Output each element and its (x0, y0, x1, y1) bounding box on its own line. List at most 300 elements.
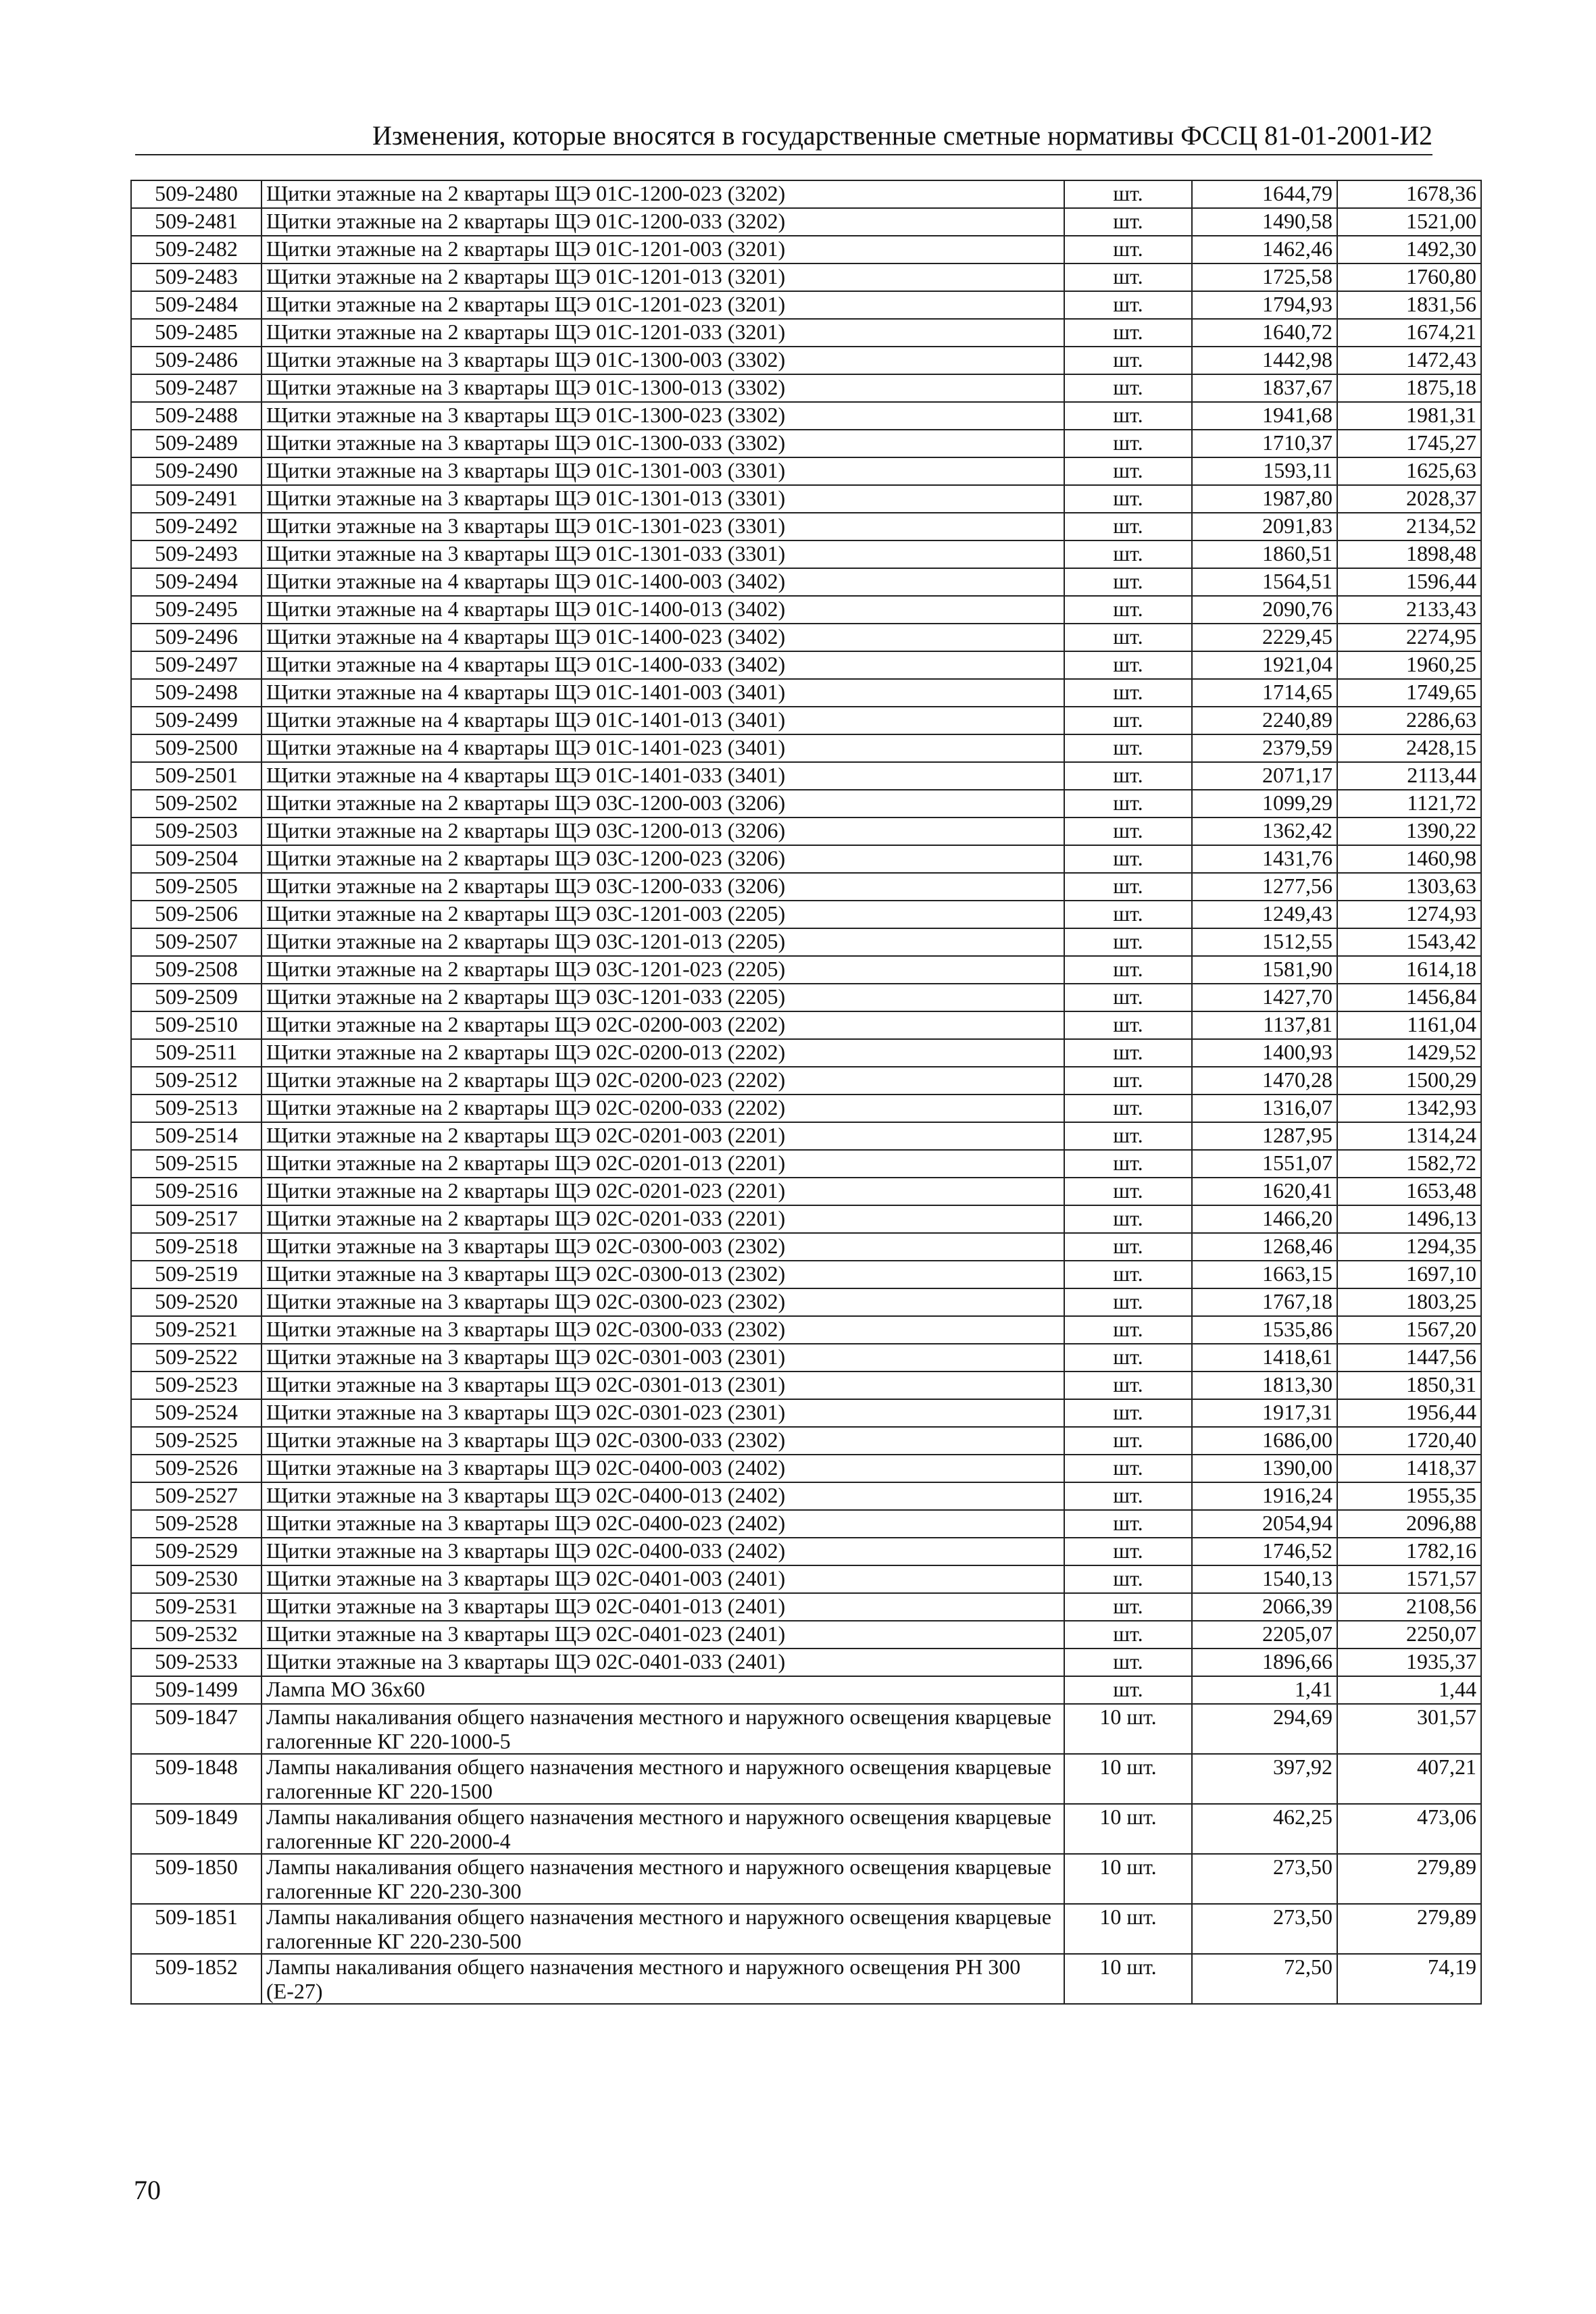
price-cell: 2113,44 (1337, 762, 1481, 790)
table-row (131, 1482, 1481, 1510)
item-name-cell: Щитки этажные на 2 квартары ЩЭ 01С-1200-023 (3202) (261, 180, 1064, 208)
item-code-cell: 509-2533 (131, 1649, 261, 1676)
price-cell: 1593,11 (1192, 457, 1337, 485)
item-name-cell: Щитки этажные на 2 квартары ЩЭ 01С-1201-003 (3201) (261, 236, 1064, 263)
price-cell: 1567,20 (1337, 1316, 1481, 1344)
item-name-cell: Щитки этажные на 4 квартары ЩЭ 01С-1401-013 (3401) (261, 707, 1064, 734)
item-name-cell: Щитки этажные на 4 квартары ЩЭ 01С-1400-033 (3402) (261, 651, 1064, 679)
price-cell: 1850,31 (1337, 1372, 1481, 1399)
unit-cell: шт. (1064, 1150, 1192, 1178)
unit-cell: шт. (1064, 485, 1192, 513)
item-code-cell: 509-2491 (131, 485, 261, 513)
item-name-cell: Щитки этажные на 3 квартары ЩЭ 02С-0300-023 (2302) (261, 1288, 1064, 1316)
item-name-cell: Щитки этажные на 2 квартары ЩЭ 02С-0201-003 (2201) (261, 1122, 1064, 1150)
item-code-cell: 509-2526 (131, 1455, 261, 1482)
item-name-cell: Щитки этажные на 2 квартары ЩЭ 01С-1201-013 (3201) (261, 263, 1064, 291)
price-cell: 74,19 (1337, 1954, 1481, 2004)
table-row (131, 1904, 1481, 1954)
price-cell: 1831,56 (1337, 291, 1481, 319)
item-name-cell: Щитки этажные на 2 квартары ЩЭ 02С-0201-023 (2201) (261, 1178, 1064, 1205)
item-code-cell: 509-2503 (131, 818, 261, 845)
table-row (131, 984, 1481, 1011)
item-code-cell: 509-2489 (131, 430, 261, 457)
unit-cell: шт. (1064, 707, 1192, 734)
item-code-cell: 509-2527 (131, 1482, 261, 1510)
table-row (131, 1804, 1481, 1854)
table-row (131, 956, 1481, 984)
unit-cell: шт. (1064, 1316, 1192, 1344)
item-code-cell: 509-2488 (131, 402, 261, 430)
price-cell: 1614,18 (1337, 956, 1481, 984)
item-name-cell: Лампы накаливания общего назначения местного и наружного освещения кварцевые галогенные КГ 220-1500 (261, 1754, 1064, 1804)
table-row (131, 374, 1481, 402)
unit-cell: шт. (1064, 1011, 1192, 1039)
price-cell: 1714,65 (1192, 679, 1337, 707)
price-cell: 2091,83 (1192, 513, 1337, 540)
table-row (131, 180, 1481, 208)
item-name-cell: Щитки этажные на 2 квартары ЩЭ 01С-1201-023 (3201) (261, 291, 1064, 319)
item-code-cell: 509-2508 (131, 956, 261, 984)
item-code-cell: 509-1849 (131, 1804, 261, 1854)
item-name-cell: Лампы накаливания общего назначения местного и наружного освещения кварцевые галогенные КГ 220-1000-5 (261, 1704, 1064, 1754)
price-cell: 72,50 (1192, 1954, 1337, 2004)
table-row (131, 596, 1481, 624)
table-row (131, 1954, 1481, 2004)
price-cell: 2379,59 (1192, 734, 1337, 762)
item-name-cell: Щитки этажные на 3 квартары ЩЭ 02С-0300-033 (2302) (261, 1316, 1064, 1344)
item-code-cell: 509-1851 (131, 1904, 261, 1954)
table-row (131, 818, 1481, 845)
price-cell: 1460,98 (1337, 845, 1481, 873)
price-cell: 1620,41 (1192, 1178, 1337, 1205)
table-row (131, 1095, 1481, 1122)
price-cell: 1294,35 (1337, 1233, 1481, 1261)
table-row (131, 1288, 1481, 1316)
price-cell: 1268,46 (1192, 1233, 1337, 1261)
item-name-cell: Щитки этажные на 3 квартары ЩЭ 02С-0300-013 (2302) (261, 1261, 1064, 1288)
price-cell: 1837,67 (1192, 374, 1337, 402)
price-cell: 2096,88 (1337, 1510, 1481, 1538)
price-cell: 1720,40 (1337, 1427, 1481, 1455)
item-name-cell: Щитки этажные на 2 квартары ЩЭ 03С-1201-023 (2205) (261, 956, 1064, 984)
price-cell: 1303,63 (1337, 873, 1481, 901)
item-name-cell: Щитки этажные на 2 квартары ЩЭ 01С-1200-033 (3202) (261, 208, 1064, 236)
unit-cell: шт. (1064, 291, 1192, 319)
price-cell: 1521,00 (1337, 208, 1481, 236)
table-row (131, 1067, 1481, 1095)
price-cell: 1400,93 (1192, 1039, 1337, 1067)
unit-cell: шт. (1064, 873, 1192, 901)
price-cell: 1316,07 (1192, 1095, 1337, 1122)
price-cell: 2090,76 (1192, 596, 1337, 624)
price-cell: 1640,72 (1192, 319, 1337, 347)
price-cell: 1571,57 (1337, 1565, 1481, 1593)
unit-cell: 10 шт. (1064, 1704, 1192, 1754)
price-cell: 1663,15 (1192, 1261, 1337, 1288)
item-code-cell: 509-2513 (131, 1095, 261, 1122)
unit-cell: шт. (1064, 402, 1192, 430)
table-row (131, 1854, 1481, 1904)
table-row (131, 651, 1481, 679)
unit-cell: шт. (1064, 1178, 1192, 1205)
unit-cell: шт. (1064, 1593, 1192, 1621)
item-code-cell: 509-2530 (131, 1565, 261, 1593)
item-code-cell: 509-2492 (131, 513, 261, 540)
price-cell: 1512,55 (1192, 928, 1337, 956)
item-code-cell: 509-2518 (131, 1233, 261, 1261)
unit-cell: шт. (1064, 1455, 1192, 1482)
price-cell: 1099,29 (1192, 790, 1337, 818)
price-cell: 2250,07 (1337, 1621, 1481, 1649)
price-cell: 2240,89 (1192, 707, 1337, 734)
price-cell: 1767,18 (1192, 1288, 1337, 1316)
price-cell: 2108,56 (1337, 1593, 1481, 1621)
item-name-cell: Щитки этажные на 3 квартары ЩЭ 01С-1301-023 (3301) (261, 513, 1064, 540)
price-cell: 462,25 (1192, 1804, 1337, 1854)
item-code-cell: 509-2519 (131, 1261, 261, 1288)
unit-cell: шт. (1064, 1372, 1192, 1399)
item-name-cell: Щитки этажные на 3 квартары ЩЭ 02С-0301-023 (2301) (261, 1399, 1064, 1427)
table-row (131, 568, 1481, 596)
unit-cell: шт. (1064, 319, 1192, 347)
item-name-cell: Щитки этажные на 3 квартары ЩЭ 02С-0401-023 (2401) (261, 1621, 1064, 1649)
unit-cell: шт. (1064, 901, 1192, 928)
price-cell: 1745,27 (1337, 430, 1481, 457)
unit-cell: 10 шт. (1064, 1854, 1192, 1904)
item-name-cell: Щитки этажные на 3 квартары ЩЭ 01С-1301-003 (3301) (261, 457, 1064, 485)
item-name-cell: Щитки этажные на 4 квартары ЩЭ 01С-1401-003 (3401) (261, 679, 1064, 707)
item-code-cell: 509-2483 (131, 263, 261, 291)
price-cell: 2428,15 (1337, 734, 1481, 762)
table-row (131, 540, 1481, 568)
item-name-cell: Щитки этажные на 2 квартары ЩЭ 03С-1200-003 (3206) (261, 790, 1064, 818)
price-cell: 2066,39 (1192, 1593, 1337, 1621)
item-name-cell: Щитки этажные на 3 квартары ЩЭ 02С-0300-033 (2302) (261, 1427, 1064, 1455)
price-cell: 1875,18 (1337, 374, 1481, 402)
item-name-cell: Щитки этажные на 2 квартары ЩЭ 03С-1200-023 (3206) (261, 845, 1064, 873)
item-name-cell: Щитки этажные на 4 квартары ЩЭ 01С-1400-023 (3402) (261, 624, 1064, 651)
price-cell: 2134,52 (1337, 513, 1481, 540)
item-name-cell: Щитки этажные на 2 квартары ЩЭ 02С-0200-023 (2202) (261, 1067, 1064, 1095)
item-code-cell: 509-2531 (131, 1593, 261, 1621)
item-code-cell: 509-2490 (131, 457, 261, 485)
table-row (131, 1754, 1481, 1804)
price-cell: 1442,98 (1192, 347, 1337, 374)
price-cell: 1564,51 (1192, 568, 1337, 596)
table-row (131, 319, 1481, 347)
item-name-cell: Щитки этажные на 3 квартары ЩЭ 02С-0401-033 (2401) (261, 1649, 1064, 1676)
price-cell: 1596,44 (1337, 568, 1481, 596)
price-table-body (131, 180, 1481, 2004)
item-code-cell: 509-2480 (131, 180, 261, 208)
price-cell: 1429,52 (1337, 1039, 1481, 1067)
price-cell: 2071,17 (1192, 762, 1337, 790)
price-cell: 2205,07 (1192, 1621, 1337, 1649)
item-name-cell: Щитки этажные на 3 квартары ЩЭ 02С-0400-013 (2402) (261, 1482, 1064, 1510)
price-cell: 1551,07 (1192, 1150, 1337, 1178)
price-cell: 1916,24 (1192, 1482, 1337, 1510)
unit-cell: шт. (1064, 208, 1192, 236)
unit-cell: шт. (1064, 1039, 1192, 1067)
table-row (131, 790, 1481, 818)
table-row (131, 263, 1481, 291)
price-cell: 1581,90 (1192, 956, 1337, 984)
unit-cell: шт. (1064, 1067, 1192, 1095)
unit-cell: 10 шт. (1064, 1954, 1192, 2004)
price-cell: 1431,76 (1192, 845, 1337, 873)
table-row (131, 1122, 1481, 1150)
item-code-cell: 509-2497 (131, 651, 261, 679)
table-row (131, 624, 1481, 651)
unit-cell: шт. (1064, 1399, 1192, 1427)
table-row (131, 1316, 1481, 1344)
item-name-cell: Лампы накаливания общего назначения местного и наружного освещения РН 300 (Е-27) (261, 1954, 1064, 2004)
table-row (131, 1205, 1481, 1233)
item-name-cell: Щитки этажные на 2 квартары ЩЭ 02С-0200-033 (2202) (261, 1095, 1064, 1122)
unit-cell: шт. (1064, 1233, 1192, 1261)
unit-cell: шт. (1064, 1095, 1192, 1122)
price-cell: 1362,42 (1192, 818, 1337, 845)
item-code-cell: 509-2485 (131, 319, 261, 347)
table-row (131, 1399, 1481, 1427)
item-name-cell: Лампа МО 36х60 (261, 1676, 1064, 1704)
item-name-cell: Щитки этажные на 3 квартары ЩЭ 02С-0400-023 (2402) (261, 1510, 1064, 1538)
price-cell: 1500,29 (1337, 1067, 1481, 1095)
table-row (131, 402, 1481, 430)
item-name-cell: Щитки этажные на 3 квартары ЩЭ 02С-0401-013 (2401) (261, 1593, 1064, 1621)
item-code-cell: 509-2481 (131, 208, 261, 236)
table-row (131, 1565, 1481, 1593)
table-row (131, 734, 1481, 762)
price-cell: 1470,28 (1192, 1067, 1337, 1095)
price-cell: 1896,66 (1192, 1649, 1337, 1676)
unit-cell: шт. (1064, 1427, 1192, 1455)
item-name-cell: Щитки этажные на 2 квартары ЩЭ 01С-1201-033 (3201) (261, 319, 1064, 347)
unit-cell: шт. (1064, 928, 1192, 956)
table-row (131, 873, 1481, 901)
price-cell: 1625,63 (1337, 457, 1481, 485)
table-row (131, 1011, 1481, 1039)
unit-cell: шт. (1064, 513, 1192, 540)
item-name-cell: Щитки этажные на 3 квартары ЩЭ 01С-1300-013 (3302) (261, 374, 1064, 402)
item-name-cell: Лампы накаливания общего назначения местного и наружного освещения кварцевые галогенные КГ 220-2000-4 (261, 1804, 1064, 1854)
item-code-cell: 509-2486 (131, 347, 261, 374)
item-code-cell: 509-2496 (131, 624, 261, 651)
item-name-cell: Щитки этажные на 3 квартары ЩЭ 02С-0301-003 (2301) (261, 1344, 1064, 1372)
price-table (130, 180, 1482, 2005)
item-code-cell: 509-2528 (131, 1510, 261, 1538)
price-cell: 1813,30 (1192, 1372, 1337, 1399)
price-cell: 1490,58 (1192, 208, 1337, 236)
item-code-cell: 509-2524 (131, 1399, 261, 1427)
unit-cell: шт. (1064, 430, 1192, 457)
table-row (131, 1261, 1481, 1288)
item-code-cell: 509-2522 (131, 1344, 261, 1372)
price-cell: 473,06 (1337, 1804, 1481, 1854)
price-cell: 1287,95 (1192, 1122, 1337, 1150)
price-cell: 1418,61 (1192, 1344, 1337, 1372)
price-cell: 1960,25 (1337, 651, 1481, 679)
item-name-cell: Лампы накаливания общего назначения местного и наружного освещения кварцевые галогенные КГ 220-230-500 (261, 1904, 1064, 1954)
item-code-cell: 509-2529 (131, 1538, 261, 1565)
table-row (131, 1039, 1481, 1067)
table-row (131, 1233, 1481, 1261)
unit-cell: шт. (1064, 347, 1192, 374)
item-name-cell: Щитки этажные на 2 квартары ЩЭ 02С-0201-033 (2201) (261, 1205, 1064, 1233)
item-code-cell: 509-2516 (131, 1178, 261, 1205)
item-name-cell: Щитки этажные на 2 квартары ЩЭ 03С-1200-013 (3206) (261, 818, 1064, 845)
unit-cell: шт. (1064, 790, 1192, 818)
item-name-cell: Лампы накаливания общего назначения местного и наружного освещения кварцевые галогенные КГ 220-230-300 (261, 1854, 1064, 1904)
price-cell: 273,50 (1192, 1904, 1337, 1954)
price-cell: 1760,80 (1337, 263, 1481, 291)
item-code-cell: 509-1848 (131, 1754, 261, 1804)
table-row (131, 1649, 1481, 1676)
item-name-cell: Щитки этажные на 3 квартары ЩЭ 01С-1301-033 (3301) (261, 540, 1064, 568)
price-cell: 1535,86 (1192, 1316, 1337, 1344)
price-cell: 2133,43 (1337, 596, 1481, 624)
item-code-cell: 509-2482 (131, 236, 261, 263)
page-header-title: Изменения, которые вносятся в государственные сметные нормативы ФССЦ 81-01-2001-И2 (372, 120, 1432, 151)
table-row (131, 457, 1481, 485)
price-cell: 279,89 (1337, 1854, 1481, 1904)
table-row (131, 513, 1481, 540)
item-name-cell: Щитки этажные на 3 квартары ЩЭ 01С-1300-033 (3302) (261, 430, 1064, 457)
item-code-cell: 509-2525 (131, 1427, 261, 1455)
price-cell: 1540,13 (1192, 1565, 1337, 1593)
price-cell: 1803,25 (1337, 1288, 1481, 1316)
table-row (131, 1538, 1481, 1565)
item-name-cell: Щитки этажные на 3 квартары ЩЭ 02С-0300-003 (2302) (261, 1233, 1064, 1261)
price-cell: 1653,48 (1337, 1178, 1481, 1205)
unit-cell: шт. (1064, 374, 1192, 402)
unit-cell: шт. (1064, 180, 1192, 208)
price-cell: 1749,65 (1337, 679, 1481, 707)
item-code-cell: 509-2520 (131, 1288, 261, 1316)
price-cell: 1746,52 (1192, 1538, 1337, 1565)
price-cell: 1935,37 (1337, 1649, 1481, 1676)
price-cell: 1921,04 (1192, 651, 1337, 679)
item-code-cell: 509-2532 (131, 1621, 261, 1649)
unit-cell: 10 шт. (1064, 1904, 1192, 1954)
price-cell: 1898,48 (1337, 540, 1481, 568)
table-row (131, 1676, 1481, 1704)
unit-cell: шт. (1064, 1510, 1192, 1538)
table-row (131, 485, 1481, 513)
price-cell: 1710,37 (1192, 430, 1337, 457)
item-code-cell: 509-2495 (131, 596, 261, 624)
price-cell: 1342,93 (1337, 1095, 1481, 1122)
price-cell: 2286,63 (1337, 707, 1481, 734)
price-cell: 407,21 (1337, 1754, 1481, 1804)
item-code-cell: 509-1850 (131, 1854, 261, 1904)
table-row (131, 1621, 1481, 1649)
item-code-cell: 509-2511 (131, 1039, 261, 1067)
table-row (131, 1344, 1481, 1372)
item-code-cell: 509-1852 (131, 1954, 261, 2004)
item-code-cell: 509-2510 (131, 1011, 261, 1039)
table-row (131, 1178, 1481, 1205)
price-cell: 1956,44 (1337, 1399, 1481, 1427)
table-row (131, 1150, 1481, 1178)
table-row (131, 208, 1481, 236)
table-row (131, 347, 1481, 374)
unit-cell: шт. (1064, 818, 1192, 845)
item-name-cell: Щитки этажные на 2 квартары ЩЭ 02С-0200-003 (2202) (261, 1011, 1064, 1039)
unit-cell: шт. (1064, 1344, 1192, 1372)
price-cell: 1390,00 (1192, 1455, 1337, 1482)
price-cell: 1981,31 (1337, 402, 1481, 430)
item-code-cell: 509-2512 (131, 1067, 261, 1095)
price-cell: 1161,04 (1337, 1011, 1481, 1039)
item-code-cell: 509-2505 (131, 873, 261, 901)
price-cell: 1466,20 (1192, 1205, 1337, 1233)
table-row (131, 1372, 1481, 1399)
table-row (131, 845, 1481, 873)
item-code-cell: 509-2517 (131, 1205, 261, 1233)
item-code-cell: 509-2494 (131, 568, 261, 596)
table-row (131, 1593, 1481, 1621)
unit-cell: шт. (1064, 984, 1192, 1011)
table-row (131, 1455, 1481, 1482)
unit-cell: шт. (1064, 679, 1192, 707)
item-name-cell: Щитки этажные на 3 квартары ЩЭ 02С-0301-013 (2301) (261, 1372, 1064, 1399)
price-cell: 1447,56 (1337, 1344, 1481, 1372)
item-name-cell: Щитки этажные на 4 квартары ЩЭ 01С-1401-023 (3401) (261, 734, 1064, 762)
price-cell: 1249,43 (1192, 901, 1337, 928)
unit-cell: шт. (1064, 1649, 1192, 1676)
table-row (131, 901, 1481, 928)
item-name-cell: Щитки этажные на 3 квартары ЩЭ 01С-1300-003 (3302) (261, 347, 1064, 374)
unit-cell: шт. (1064, 734, 1192, 762)
price-cell: 1941,68 (1192, 402, 1337, 430)
price-cell: 2028,37 (1337, 485, 1481, 513)
price-cell: 1277,56 (1192, 873, 1337, 901)
price-cell: 1678,36 (1337, 180, 1481, 208)
unit-cell: 10 шт. (1064, 1754, 1192, 1804)
unit-cell: шт. (1064, 596, 1192, 624)
price-cell: 1456,84 (1337, 984, 1481, 1011)
table-row (131, 762, 1481, 790)
item-code-cell: 509-1499 (131, 1676, 261, 1704)
table-row (131, 679, 1481, 707)
item-code-cell: 509-2506 (131, 901, 261, 928)
item-name-cell: Щитки этажные на 2 квартары ЩЭ 02С-0200-013 (2202) (261, 1039, 1064, 1067)
price-cell: 1697,10 (1337, 1261, 1481, 1288)
price-cell: 1725,58 (1192, 263, 1337, 291)
table-row (131, 236, 1481, 263)
unit-cell: шт. (1064, 540, 1192, 568)
unit-cell: шт. (1064, 457, 1192, 485)
unit-cell: шт. (1064, 624, 1192, 651)
table-row (131, 707, 1481, 734)
unit-cell: шт. (1064, 1565, 1192, 1593)
unit-cell: шт. (1064, 762, 1192, 790)
item-code-cell: 509-2501 (131, 762, 261, 790)
price-cell: 2054,94 (1192, 1510, 1337, 1538)
item-code-cell: 509-2499 (131, 707, 261, 734)
table-row (131, 1427, 1481, 1455)
unit-cell: шт. (1064, 956, 1192, 984)
price-cell: 1686,00 (1192, 1427, 1337, 1455)
price-cell: 1987,80 (1192, 485, 1337, 513)
price-cell: 301,57 (1337, 1704, 1481, 1754)
unit-cell: шт. (1064, 1621, 1192, 1649)
unit-cell: шт. (1064, 845, 1192, 873)
price-cell: 1,44 (1337, 1676, 1481, 1704)
price-cell: 1472,43 (1337, 347, 1481, 374)
item-code-cell: 509-2498 (131, 679, 261, 707)
